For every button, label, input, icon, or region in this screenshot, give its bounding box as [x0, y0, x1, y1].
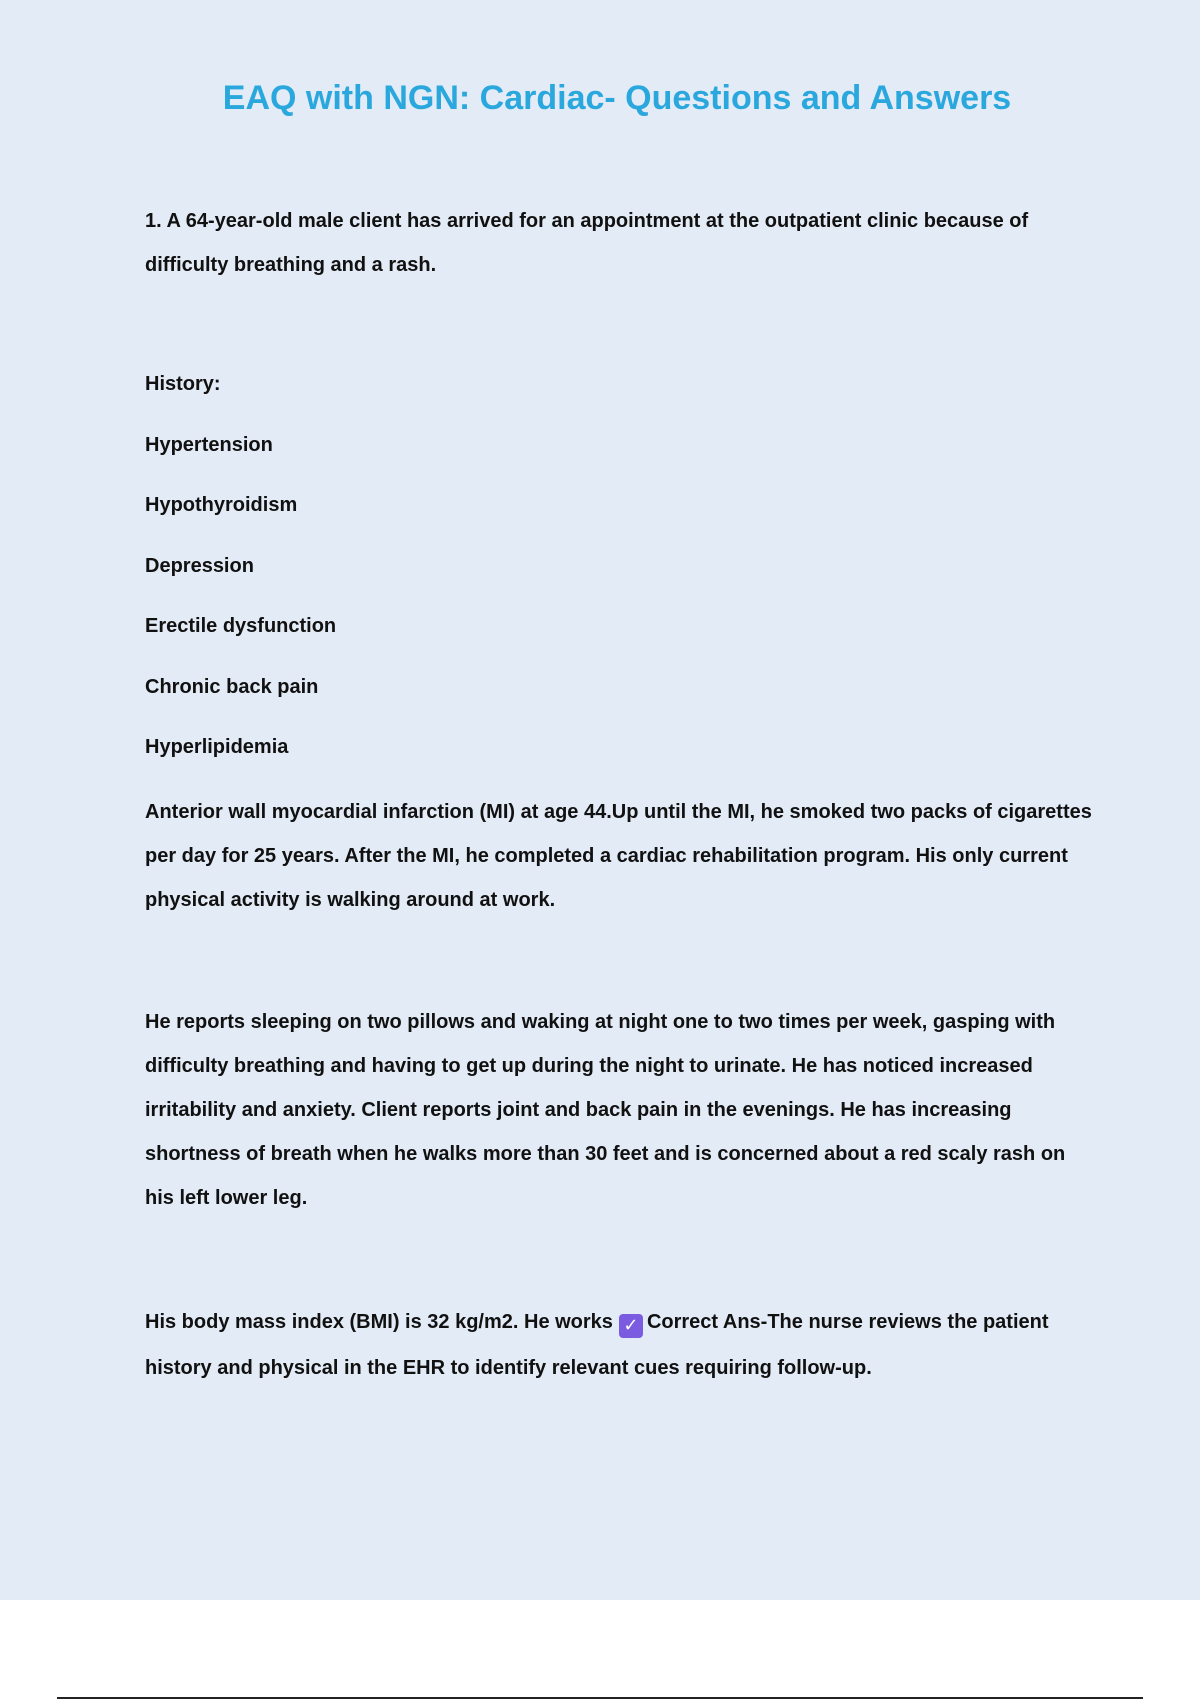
history-item: Chronic back pain: [145, 675, 319, 698]
history-item: Erectile dysfunction: [145, 615, 337, 637]
history-section: [145, 362, 1095, 786]
footer-divider: [57, 1697, 1143, 1699]
history-item: Hypothyroidism: [145, 494, 298, 516]
question-intro: 1. A 64-year-old male client has arrived for an appointment at the outpatient clinic because of difficulty breathing and a rash.: [145, 210, 1029, 276]
bmi-text: His body mass index (BMI) is 32 kg/m2. He works: [145, 1311, 613, 1333]
mi-history-paragraph: Anterior wall myocardial infarction (MI) at age 44.Up until the MI, he smoked two packs of cigarettes per day for 25 years. After the MI, he completed a cardiac rehabilitation program. His only current physical activity is walking around at work.: [145, 801, 1092, 911]
history-item: Hyperlipidemia: [145, 736, 289, 758]
history-item: Hypertension: [145, 433, 273, 456]
history-label: History:: [145, 373, 221, 395]
answer-text: Correct Ans-The nurse reviews the patient history and physical in the EHR to identify relevant cues requiring follow-up.: [145, 1311, 1049, 1379]
bmi-answer-paragraph: [145, 1299, 1095, 1391]
check-mark-icon: ✓: [619, 1314, 643, 1338]
history-item: Depression: [145, 554, 254, 577]
symptoms-paragraph: He reports sleeping on two pillows and waking at night one to two times per week, gasping with difficulty breathing and having to get up during the night to urinate. He has noticed increased irritability and anxiety. Client reports joint and back pain in the evenings. He has increasing shortness of breath when he walks more than 30 feet and is concerned about a red scaly rash on his left lower leg.: [145, 1011, 1066, 1209]
document-title: EAQ with NGN: Cardiac- Questions and Answers: [222, 79, 1012, 117]
